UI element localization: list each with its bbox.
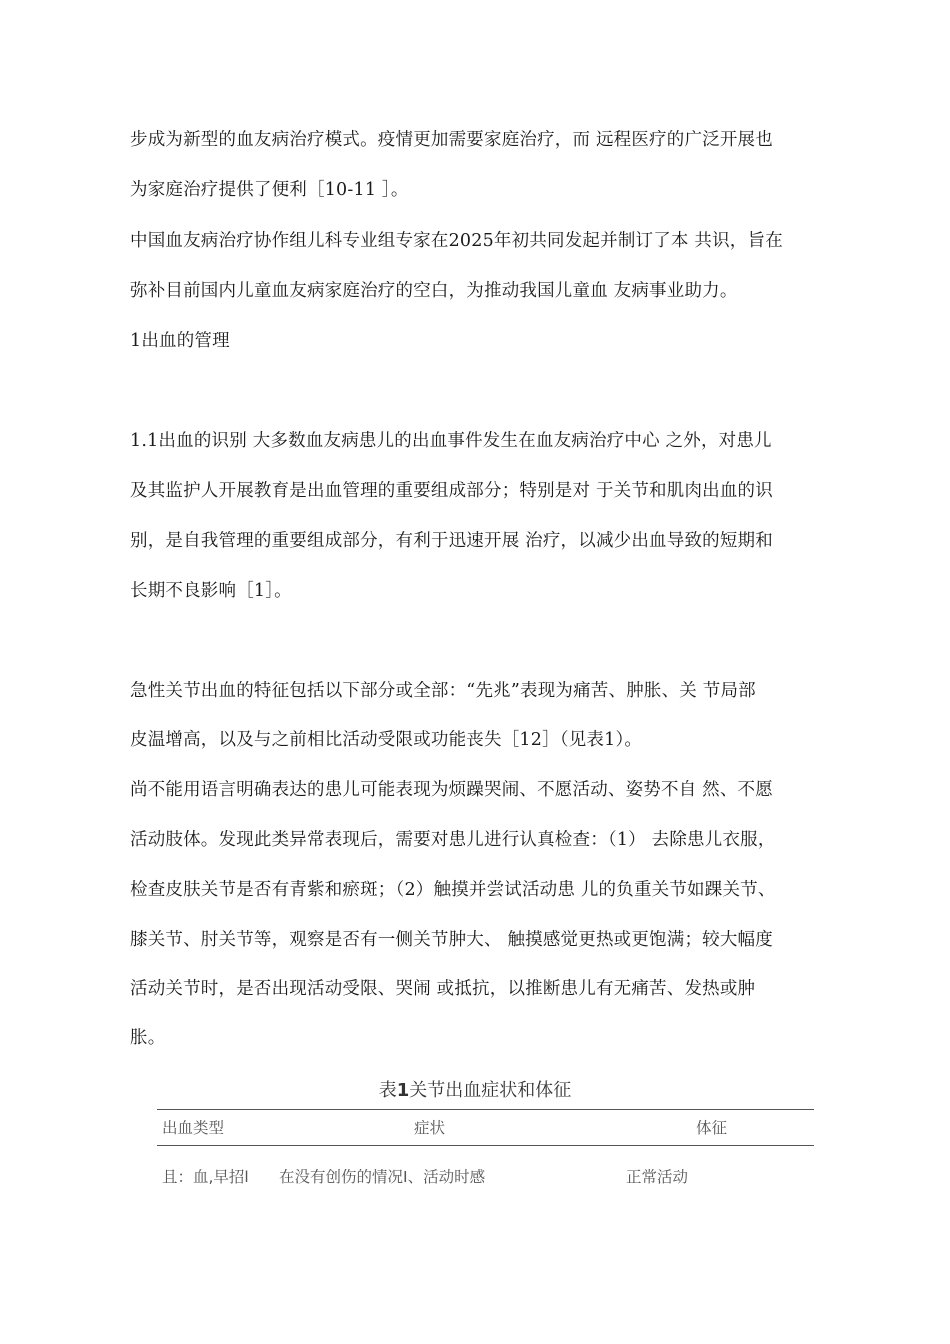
paragraph-line: 皮温增高，以及与之前相比活动受限或功能丧失［12］（见表1）。 (130, 730, 643, 750)
paragraph-line: 步成为新型的血友病治疗模式。疫情更加需要家庭治疗，而 远程医疗的广泛开展也 (130, 130, 773, 150)
table-header-rule (157, 1145, 814, 1146)
paragraph-line: 中国血友病治疗协作组儿科专业组专家在2025年初共同发起并制订了本 共识，旨在 (130, 231, 783, 251)
table-top-rule (157, 1109, 814, 1110)
paragraph-line: 膝关节、肘关节等，观察是否有一侧关节肿大、 触摸感觉更热或更饱满；较大幅度 (130, 930, 773, 950)
table-cell-type: 且：血,早招l (162, 1168, 249, 1186)
paragraph-line: 及其监护人开展教育是出血管理的重要组成部分；特别是对 于关节和肌肉出血的识 (130, 481, 773, 501)
paragraph-line: 弥补目前国内儿童血友病家庭治疗的空白，为推动我国儿童血 友病事业助力。 (130, 281, 738, 301)
paragraph-line: 1.1出血的识别 大多数血友病患儿的出血事件发生在血友病治疗中心 之外，对患儿 (130, 431, 772, 451)
paragraph-line: 活动肢体。发现此类异常表现后，需要对患儿进行认真检查：（1） 去除患儿衣服， (130, 830, 776, 850)
paragraph-line: 活动关节时，是否出现活动受限、哭闹 或抵抗，以推断患儿有无痛苦、发热或肿 (130, 979, 756, 999)
table-header-bleed-type: 出血类型 (162, 1119, 225, 1137)
table-cell-symptom: 在没有创伤的情况Ⅰ、活动时感 (279, 1168, 486, 1186)
table-header-sign: 体征 (696, 1119, 728, 1137)
caption-text: 关节出血症状和体征 (409, 1080, 572, 1101)
paragraph-line: 胀。 (130, 1028, 166, 1048)
paragraph-line: 为家庭治疗提供了便利［10-11 ］。 (130, 180, 409, 200)
paragraph-line: 急性关节出血的特征包括以下部分或全部：“先兆”表现为痛苦、肿胀、关 节局部 (130, 681, 756, 701)
section-heading: 1出血的管理 (130, 331, 230, 351)
paragraph-line: 尚不能用语言明确表达的患儿可能表现为烦躁哭闹、不愿活动、姿势不自 然、不愿 (130, 780, 773, 800)
caption-prefix: 表 (378, 1080, 397, 1101)
table-cell-sign: 正常活动 (626, 1168, 689, 1186)
caption-number: 1 (396, 1080, 410, 1101)
table-header-symptom: 症状 (414, 1119, 446, 1137)
table-caption (0, 1079, 950, 1103)
paragraph-line: 检查皮肤关节是否有青紫和瘀斑；（2）触摸并尝试活动患 儿的负重关节如踝关节、 (130, 880, 776, 900)
paragraph-line: 别，是自我管理的重要组成部分，有利于迅速开展 治疗，以减少出血导致的短期和 (130, 531, 773, 551)
paragraph-line: 长期不良影响［1］。 (130, 581, 292, 601)
